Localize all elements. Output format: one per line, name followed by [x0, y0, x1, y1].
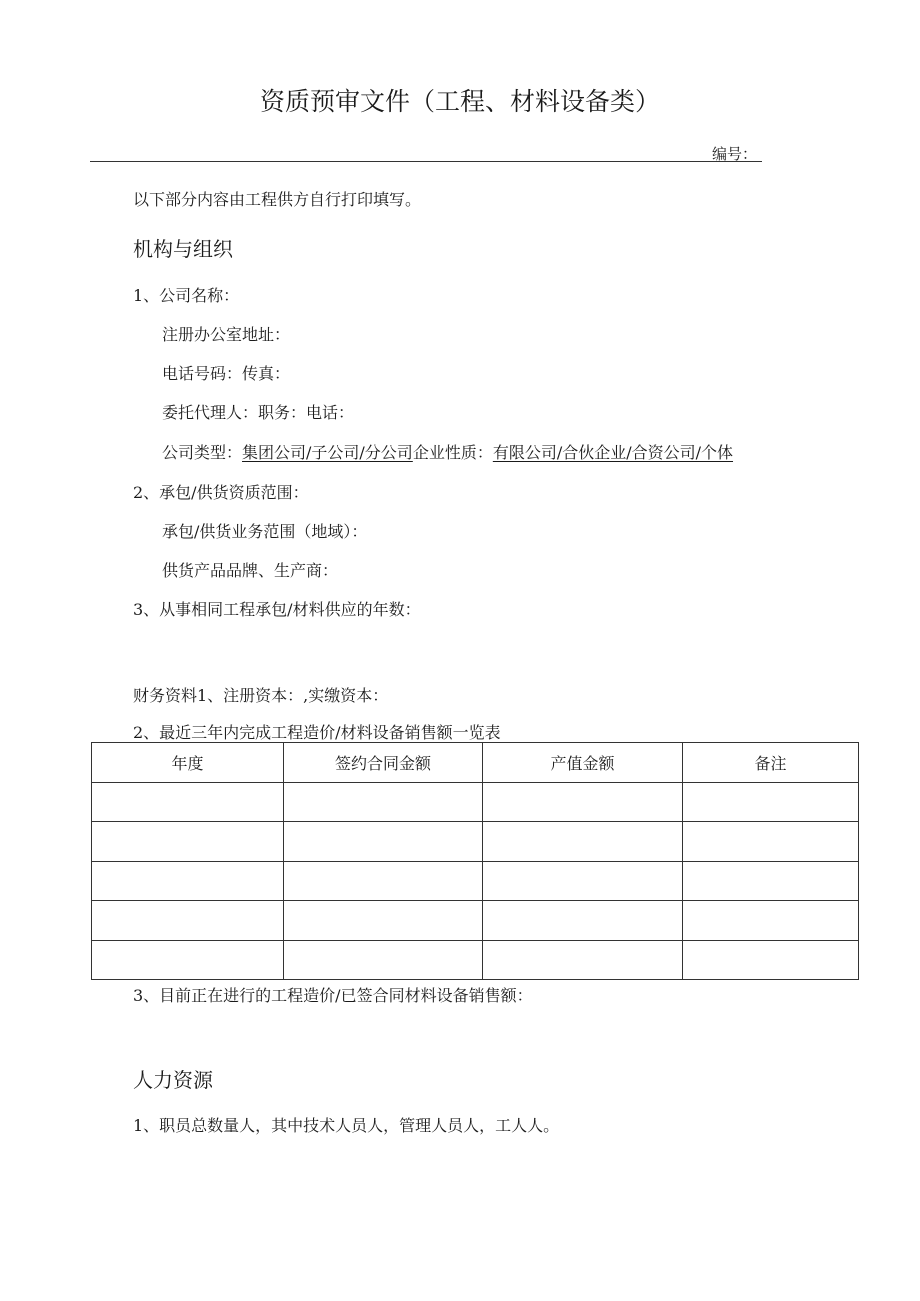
agent-line: 委托代理人：职务：电话： — [162, 403, 355, 422]
column-header-remarks: 备注 — [683, 743, 859, 783]
company-name-line: 1、公司名称： — [133, 286, 240, 305]
doc-number-label: 编号： — [712, 145, 758, 163]
table-row — [92, 901, 859, 941]
column-header-contract-amount: 签约合同金额 — [284, 743, 483, 783]
enterprise-nature-label: 企业性质： — [412, 443, 493, 462]
intro-text: 以下部分内容由工程供方自行打印填写。 — [133, 190, 422, 209]
qualification-scope-line: 2、承包/供货资质范围： — [133, 483, 309, 502]
years-experience-line: 3、从事相同工程承包/材料供应的年数： — [133, 600, 421, 619]
table-row — [92, 861, 859, 901]
table-cell — [483, 822, 683, 862]
table-cell — [483, 782, 683, 822]
phone-fax-line: 电话号码：传真： — [162, 364, 291, 383]
table-cell — [284, 822, 483, 862]
company-type-label: 公司类型： — [162, 443, 243, 462]
column-header-year: 年度 — [92, 743, 284, 783]
table-cell — [683, 822, 859, 862]
table-cell — [92, 782, 284, 822]
finance-capital-line: 财务资料1、注册资本：,实缴资本： — [133, 686, 389, 705]
table-cell — [284, 940, 483, 980]
section-heading-hr: 人力资源 — [133, 1068, 213, 1092]
table-cell — [284, 901, 483, 941]
document-title: 资质预审文件（工程、材料设备类） — [259, 87, 660, 116]
company-type-line — [162, 440, 733, 463]
sales-table — [91, 742, 859, 980]
address-line: 注册办公室地址： — [162, 325, 291, 344]
header-rule — [90, 161, 762, 162]
business-scope-line: 承包/供货业务范围（地域）： — [162, 522, 368, 541]
table-cell — [683, 782, 859, 822]
finance-table-caption: 2、最近三年内完成工程造价/材料设备销售额一览表 — [133, 723, 501, 742]
enterprise-nature-options: 有限公司/合伙企业/合资公司/个体 — [492, 443, 734, 462]
table-cell — [483, 940, 683, 980]
section-heading-org: 机构与组织 — [133, 237, 233, 261]
table-cell — [683, 940, 859, 980]
table-cell — [92, 940, 284, 980]
table-cell — [92, 822, 284, 862]
staff-count-line: 1、职员总数量人，其中技术人员人，管理人员人，工人人。 — [133, 1116, 560, 1135]
table-header-row — [92, 743, 859, 783]
table-cell — [92, 861, 284, 901]
table-row — [92, 782, 859, 822]
table-cell — [284, 782, 483, 822]
company-type-options: 集团公司/子公司/分公司 — [242, 443, 413, 462]
ongoing-projects-line: 3、目前正在进行的工程造价/已签合同材料设备销售额： — [133, 986, 533, 1005]
column-header-output-amount: 产值金额 — [483, 743, 683, 783]
table-cell — [683, 901, 859, 941]
table-row — [92, 940, 859, 980]
table-cell — [284, 861, 483, 901]
table-cell — [483, 901, 683, 941]
table-cell — [92, 901, 284, 941]
table-cell — [483, 861, 683, 901]
table-row — [92, 822, 859, 862]
brands-line: 供货产品品牌、生产商： — [162, 561, 339, 580]
table-cell — [683, 861, 859, 901]
